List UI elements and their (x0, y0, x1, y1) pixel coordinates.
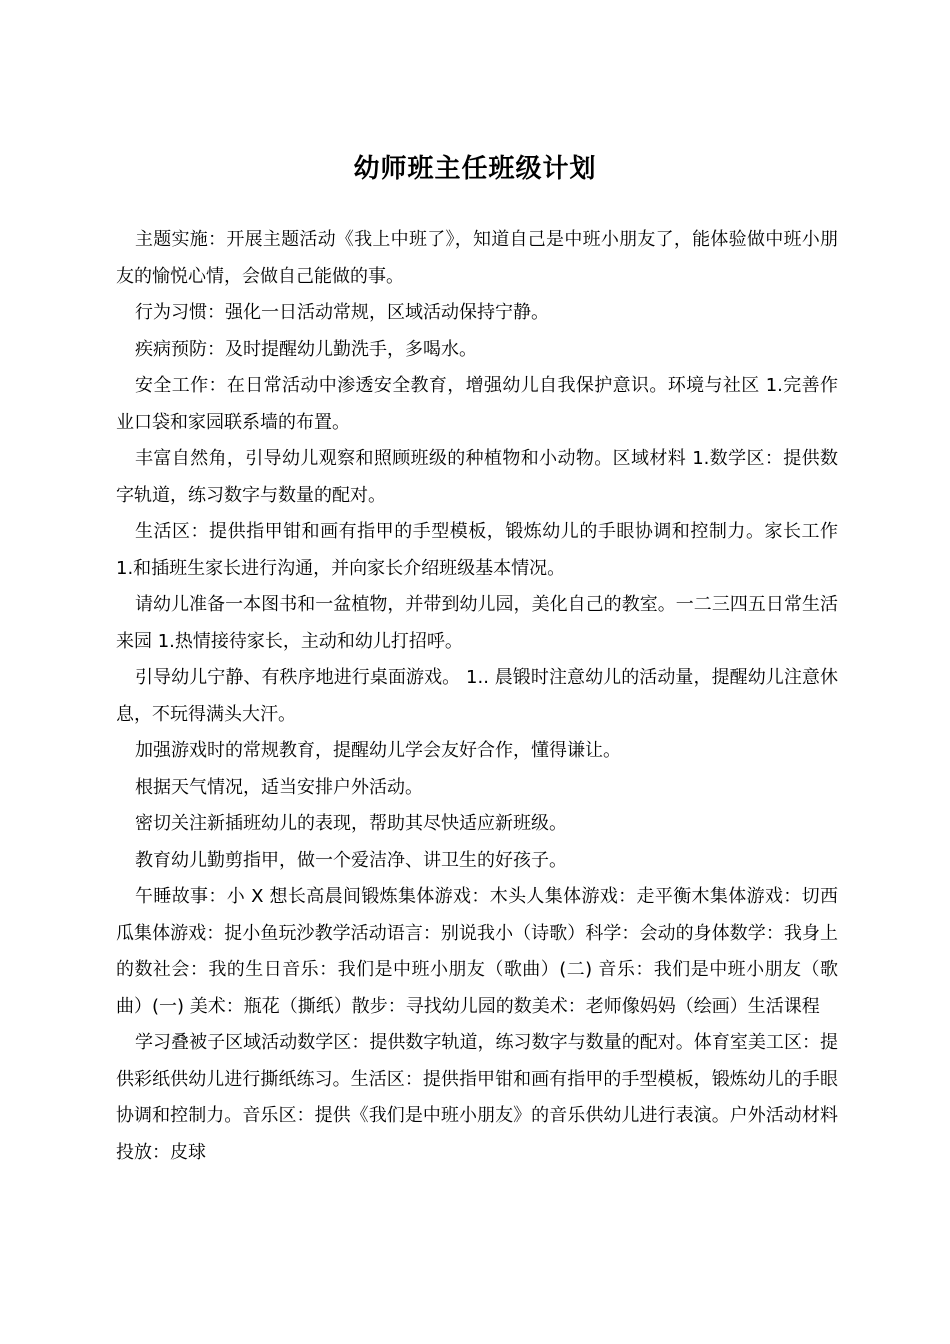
paragraph-life-area: 生活区：提供指甲钳和画有指甲的手型模板，锻炼幼儿的手眼协调和控制力。家长工作 1.和插班生家长进行沟通，并向家长介绍班级基本情况。 (116, 521, 838, 579)
document-body (116, 222, 838, 1171)
paragraph-behavior-habits: 行为习惯：强化一日活动常规，区域活动保持宁静。 (135, 302, 549, 323)
document-title: 幼师班主任班级计划 (353, 154, 597, 185)
paragraph-nature-corner: 丰富自然角，引导幼儿观察和照顾班级的种植物和小动物。区域材料 1.数学区：提供数字轨道，练习数字与数量的配对。 (116, 448, 838, 506)
paragraph-new-children: 密切关注新插班幼儿的表现，帮助其尽快适应新班级。 (135, 813, 567, 834)
paragraph-safety-work: 安全工作：在日常活动中渗透安全教育，增强幼儿自我保护意识。环境与社区 1.完善作业口袋和家园联系墙的布置。 (116, 375, 838, 433)
paragraph-weather: 根据天气情况，适当安排户外活动。 (135, 776, 423, 798)
paragraph-disease-prevention: 疾病预防：及时提醒幼儿勤洗手，多喝水。 (135, 338, 477, 360)
paragraph-hygiene: 教育幼儿勤剪指甲，做一个爱洁净、讲卫生的好孩子。 (135, 849, 567, 871)
paragraph-books-plants: 请幼儿准备一本图书和一盆植物，并带到幼儿园，美化自己的教室。一二三四五日常生活来园 1.热情接待家长，主动和幼儿打招呼。 (116, 594, 838, 652)
paragraph-activity-list: 午睡故事：小 X 想长高晨间锻炼集体游戏：木头人集体游戏：走平衡木集体游戏：切西瓜集体游戏：捉小鱼玩沙教学活动语言：别说我小（诗歌）科学：会动的身体数学：我身上的数社会：我的生日音乐：我们是中班小朋友（歌曲）(二) 音乐：我们是中班小朋友（歌曲）(一) 美术：瓶花（撕纸）散步：寻找幼儿园的数美术：老师像妈妈（绘画）生活课程 (116, 886, 838, 1017)
paragraph-area-activities: 学习叠被子区域活动数学区：提供数字轨道，练习数字与数量的配对。体育室美工区：提供彩纸供幼儿进行撕纸练习。生活区：提供指甲钳和画有指甲的手型模板，锻炼幼儿的手眼协调和控制力。音乐区：提供《我们是中班小朋友》的音乐供幼儿进行表演。户外活动材料投放：皮球 (116, 1032, 838, 1163)
paragraph-game-education: 加强游戏时的常规教育，提醒幼儿学会友好合作，懂得谦让。 (135, 740, 621, 761)
paragraph-desk-games: 引导幼儿宁静、有秩序地进行桌面游戏。 1.. 晨锻时注意幼儿的活动量，提醒幼儿注意休息，不玩得满头大汗。 (116, 667, 838, 725)
paragraph-theme-implementation: 主题实施：开展主题活动《我上中班了》，知道自己是中班小朋友了，能体验做中班小朋友的愉悦心情，会做自己能做的事。 (116, 229, 838, 287)
